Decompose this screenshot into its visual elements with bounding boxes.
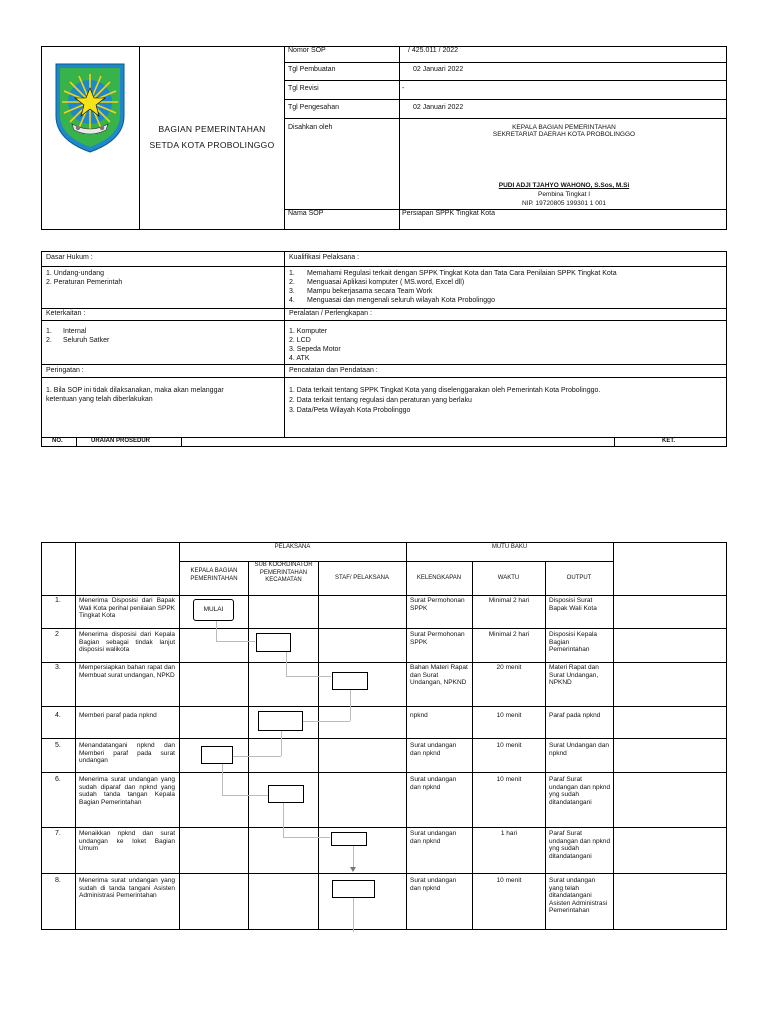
keterkaitan-label: Keterkaitan : (46, 310, 86, 317)
header-kelengkapan: KELENGKAPAN (416, 575, 462, 581)
keterkaitan-num: 2. (46, 337, 52, 344)
step-description: Menerima Disposisi dari Bapak Wali Kota perihal penilaian SPPK Tingkat Kota (79, 597, 175, 619)
step-description: Menerima surat undangan yang sudah diparaf dan npknd yang sudah tanda tangan Kepala Bagian Pemerintahan (79, 776, 175, 806)
kualifikasi-text: Mampu bekerjasama secara Team Work (307, 288, 433, 295)
step-output: Paraf Surat undangan dan npknd yng sudah ditandatangani (549, 830, 611, 860)
keterkaitan-text: Seluruh Satker (63, 337, 110, 344)
step-description: Mempersiapkan bahan rapat dan Membuat surat undangan, NPKD (79, 664, 175, 679)
unit-name-line2: SETDA KOTA PROBOLINGGO (149, 140, 275, 150)
tgl-pengesahan-value: 02 Januari 2022 (413, 104, 464, 111)
signer-name: PUDI ADJI TJAHYO WAHONO, S.Sos, M.Si (498, 182, 630, 189)
peringatan-item: ketentuan yang telah diberlakukan (46, 396, 153, 403)
kualifikasi-label: Kualifikasi Pelaksana : (289, 254, 360, 261)
kualifikasi-text: Menguasai dan mengenali seluruh wilayah Kota Probolinggo (307, 297, 495, 304)
flow-box-step4 (258, 711, 303, 731)
step-output: Surat undangan yang telah ditandatangani Asisten Administrasi Pemerintahan (549, 877, 608, 914)
kualifikasi-text: Memahami Regulasi terkait dengan SPPK Tingkat Kota dan Tata Cara Penilaian SPPK Tingkat Kota (307, 270, 617, 277)
step-waktu: 10 menit (496, 742, 522, 749)
header-waktu: WAKTU (497, 575, 520, 581)
keterkaitan-num: 1. (46, 328, 52, 335)
step-kelengkapan: Surat Permohonan SPPK (410, 631, 465, 646)
header-sub-koordinator: SUB KOORDINATOR PEMERINTAHAN KECAMATAN (254, 562, 313, 583)
flow-box-step3 (332, 672, 368, 690)
step-output: Materi Rapat dan Surat Undangan, NPKND (549, 664, 599, 686)
tgl-pembuatan-value: 02 Januari 2022 (413, 66, 464, 73)
step-kelengkapan: Surat undangan dan npknd (410, 877, 457, 892)
step-kelengkapan: Surat undangan dan npknd (410, 742, 457, 757)
probolinggo-emblem (50, 60, 130, 156)
nomor-sop-value: / 425.011 / 2022 (408, 47, 459, 54)
step-number: 8. (55, 877, 61, 884)
keterkaitan-text: Internal (63, 328, 87, 335)
flow-box-step2 (256, 633, 291, 652)
pencatatan-item: 1. Data terkait tentang SPPK Tingkat Kota yang diselenggarakan oleh Pemerintah Kota Probolinggo. (289, 387, 601, 394)
peralatan-item: 3. Sepeda Motor (289, 346, 341, 353)
step-kelengkapan: npknd (410, 712, 428, 719)
nama-sop-value: Persiapan SPPK Tingkat Kota (402, 210, 495, 217)
signer-rank: Pembina Tingkat I (537, 191, 591, 198)
step-waktu: Minimal 2 hari (488, 631, 530, 638)
kualifikasi-num: 2. (289, 279, 295, 286)
nama-sop-label: Nama SOP (288, 210, 324, 217)
dasar-hukum-item: 1. Undang-undang (46, 270, 104, 277)
col-no-header: NO. (52, 438, 63, 444)
step-output: Surat Undangan dan npknd (549, 742, 609, 757)
header-pelaksana: PELAKSANA (274, 544, 311, 550)
kualifikasi-num: 3. (289, 288, 295, 295)
peralatan-item: 1. Komputer (289, 328, 328, 335)
step-description: Menandatangani npknd dan Memberi paraf pada surat undangan (79, 742, 175, 764)
disahkan-label: Disahkan oleh (288, 124, 333, 131)
peringatan-label: Peringatan : (46, 367, 84, 374)
step-number: 4. (55, 712, 61, 719)
header-kepala-bagian: KEPALA BAGIAN PEMERINTAHAN (190, 568, 238, 582)
step-number: 5. (55, 742, 61, 749)
peralatan-item: 2. LCD (289, 337, 311, 344)
col-uraian-header: URAIAN PROSEDUR (91, 438, 151, 444)
step-waktu: 10 menit (496, 776, 522, 783)
step-waktu: 10 menit (496, 877, 522, 884)
step-number: 3. (55, 664, 61, 671)
step-output: Disposisi Kepala Bagian Pemerintahan (549, 631, 598, 653)
step-waktu: Minimal 2 hari (488, 597, 530, 604)
step-description: Menerima disposisi dari Kepala Bagian sebagai tindak lanjut disposisi walikota (79, 631, 175, 653)
step-number: 2 (55, 631, 59, 638)
dasar-hukum-label: Dasar Hukum : (46, 254, 93, 261)
step-waktu: 20 menit (496, 664, 522, 671)
tgl-pembuatan-label: Tgl Pembuatan (288, 66, 336, 73)
pencatatan-label: Pencatatan dan Pendataan : (289, 367, 378, 374)
step-output: Disposisi Surat Bapak Wali Kota (549, 597, 597, 612)
step-number: 7. (55, 830, 61, 837)
step-waktu: 1 hari (500, 830, 518, 837)
pencatatan-item: 3. Data/Peta Wilayah Kota Probolinggo (289, 407, 411, 414)
signer-title-2: SEKRETARIAT DAERAH KOTA PROBOLINGGO (492, 131, 636, 138)
flow-box-step6 (268, 785, 304, 803)
peralatan-label: Peralatan / Perlengkapan : (289, 310, 372, 317)
step-kelengkapan: Surat undangan dan npknd (410, 830, 457, 845)
flow-box-step8 (332, 880, 375, 898)
header-mutu-baku: MUTU BAKU (491, 544, 528, 550)
flow-box-step7 (331, 832, 367, 846)
kualifikasi-text: Menguasai Aplikasi komputer ( MS.word, Excel dll) (307, 279, 465, 286)
peringatan-item: 1. Bila SOP ini tidak dilaksanakan, maka akan melanggar (46, 387, 224, 394)
tgl-revisi-label: Tgl Revisi (288, 85, 319, 92)
step-description: Menaikkan npknd dan surat undangan ke loket Bagian Umum (79, 830, 175, 852)
kualifikasi-num: 1. (289, 270, 295, 277)
tgl-revisi-value: - (402, 85, 405, 92)
step-waktu: 10 menit (496, 712, 522, 719)
step-kelengkapan: Surat undangan dan npknd (410, 776, 457, 791)
step-number: 1. (55, 597, 61, 604)
step-description: Memberi paraf pada npknd (79, 712, 157, 719)
signer-nip: NIP. 19720805 199301 1 001 (521, 200, 607, 207)
step-kelengkapan: Bahan Materi Rapat dan Surat Undangan, NPKND (410, 664, 468, 686)
step-number: 6. (55, 776, 61, 783)
peralatan-item: 4. ATK (289, 355, 310, 362)
step-kelengkapan: Surat Permohonan SPPK (410, 597, 465, 612)
step-description: Menerima surat undangan yang sudah di tanda tangani Asisten Administrasi Pemerintahan (79, 877, 175, 899)
header-output: OUTPUT (566, 575, 592, 581)
dasar-hukum-item: 2. Peraturan Pemerintah (46, 279, 123, 286)
step-output: Paraf Surat undangan dan npknd yng sudah ditandatangani (549, 776, 611, 806)
header-staf: STAF/ PELAKSANA (335, 575, 389, 581)
flow-start-label: MULAI (203, 606, 224, 613)
unit-name-line1: BAGIAN PEMERINTAHAN (158, 124, 266, 134)
step-output: Paraf pada npknd (549, 712, 601, 719)
tgl-pengesahan-label: Tgl Pengesahan (288, 104, 339, 111)
flow-box-step5 (201, 746, 233, 764)
kualifikasi-num: 4. (289, 297, 295, 304)
signer-title-1: KEPALA BAGIAN PEMERINTAHAN (512, 124, 616, 131)
nomor-sop-label: Nomor SOP (288, 47, 326, 54)
pencatatan-item: 2. Data terkait tentang regulasi dan peraturan yang berlaku (289, 397, 472, 404)
col-ket-header: KET. (662, 438, 676, 444)
